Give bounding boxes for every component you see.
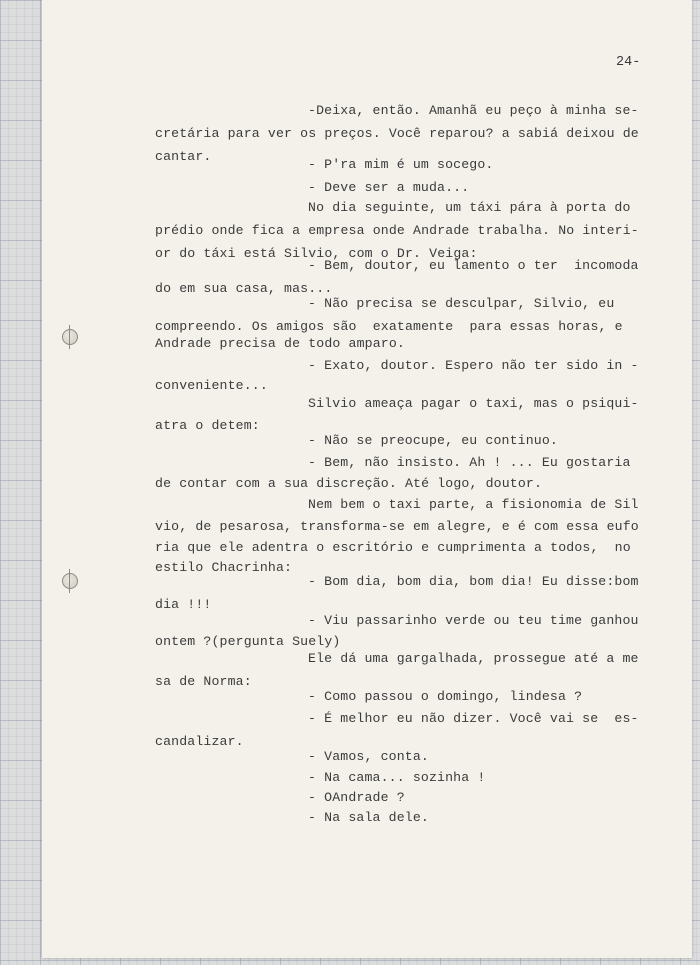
text-line: - Viu passarinho verde ou teu time ganhou	[308, 613, 639, 628]
text-line: - Não se preocupe, eu continuo.	[308, 433, 558, 448]
text-line: de contar com a sua discreção. Até logo, doutor.	[155, 476, 543, 491]
text-line: cretária para ver os preços. Você reparou? a sabiá deixou de	[155, 126, 639, 141]
typed-page	[42, 0, 692, 958]
text-line: - Deve ser a muda...	[308, 180, 470, 195]
text-line: prédio onde fica a empresa onde Andrade trabalha. No interi-	[155, 223, 639, 238]
punch-hole-icon	[62, 329, 78, 345]
text-line: vio, de pesarosa, transforma-se em alegre, e é com essa eufo	[155, 519, 639, 534]
text-line: conveniente...	[155, 378, 268, 393]
text-line: cantar.	[155, 149, 212, 164]
text-line: - Na cama... sozinha !	[308, 770, 486, 785]
text-line: Silvio ameaça pagar o taxi, mas o psiqui-	[308, 396, 639, 411]
text-line: compreendo. Os amigos são exatamente para essas horas, e	[155, 319, 623, 334]
text-line: - Exato, doutor. Espero não ter sido in -	[308, 358, 639, 373]
text-line: - Bem, doutor, eu lamento o ter incomoda	[308, 258, 639, 273]
text-line: candalizar.	[155, 734, 244, 749]
text-line: ontem ?(pergunta Suely)	[155, 634, 341, 649]
text-line: - Bom dia, bom dia, bom dia! Eu disse:bom	[308, 574, 639, 589]
text-line: sa de Norma:	[155, 674, 252, 689]
text-line: or do táxi está Silvio, com o Dr. Veiga:	[155, 246, 478, 261]
text-line: - OAndrade ?	[308, 790, 405, 805]
text-line: do em sua casa, mas...	[155, 281, 333, 296]
text-line: -Deixa, então. Amanhã eu peço à minha se-	[308, 103, 639, 118]
text-line: Ele dá uma gargalhada, prossegue até a me	[308, 651, 639, 666]
page-number: 24-	[616, 55, 641, 70]
punch-hole-icon	[62, 573, 78, 589]
text-line: atra o detem:	[155, 418, 260, 433]
text-line: Nem bem o taxi parte, a fisionomia de Sil	[308, 497, 639, 512]
text-line: - Bem, não insisto. Ah ! ... Eu gostaria	[308, 455, 631, 470]
text-line: - Na sala dele.	[308, 810, 429, 825]
text-line: dia !!!	[155, 597, 212, 612]
text-line: estilo Chacrinha:	[155, 560, 293, 575]
text-line: - Como passou o domingo, lindesa ?	[308, 689, 583, 704]
text-line: - Não precisa se desculpar, Silvio, eu	[308, 296, 615, 311]
text-line: ria que ele adentra o escritório e cumprimenta a todos, no	[155, 540, 631, 555]
text-line: No dia seguinte, um táxi pára à porta do	[308, 200, 631, 215]
text-line: - P'ra mim é um socego.	[308, 157, 494, 172]
text-line: - É melhor eu não dizer. Você vai se es-	[308, 711, 639, 726]
text-line: Andrade precisa de todo amparo.	[155, 336, 405, 351]
text-line: - Vamos, conta.	[308, 749, 429, 764]
